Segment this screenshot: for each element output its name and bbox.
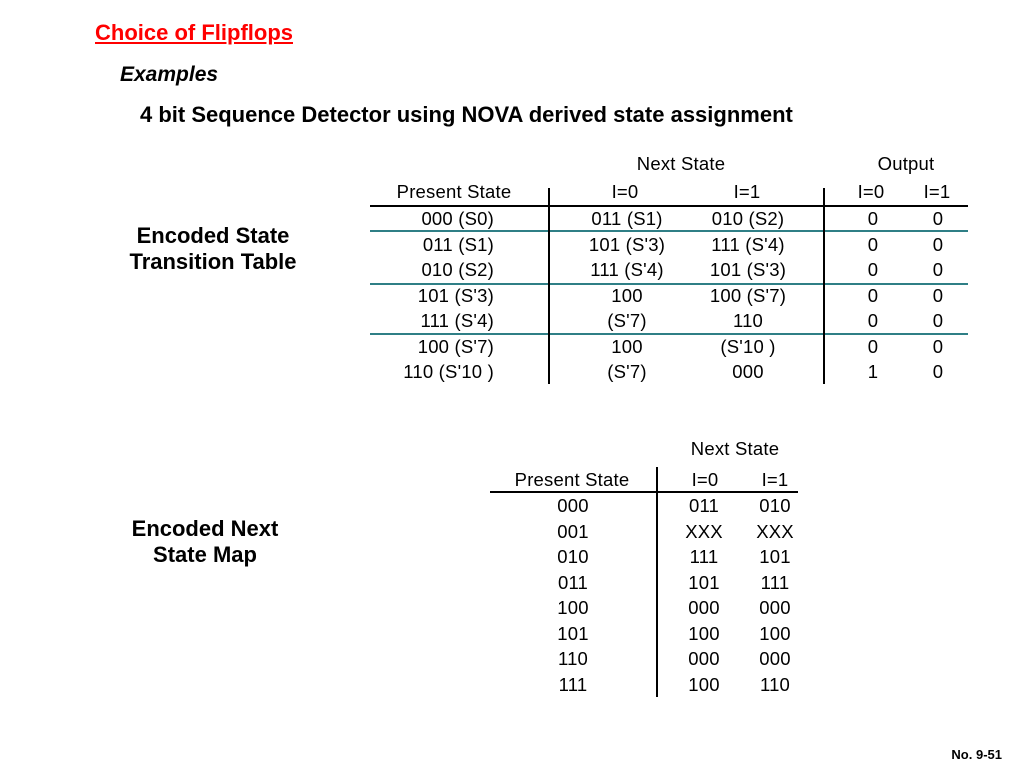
t1-next-state-i1: 110 — [732, 310, 764, 331]
t1-col-out-i0: I=0 — [857, 181, 885, 202]
t2-next-state-i0: XXX — [685, 521, 723, 542]
t1-output-i0: 0 — [867, 285, 879, 306]
t1-output-i1: 0 — [932, 259, 944, 280]
t2-present-state: 011 — [557, 572, 589, 593]
t1-output-i0: 0 — [867, 208, 879, 229]
t2-present-state: 000 — [557, 495, 589, 516]
t1-col-next-i1: I=1 — [733, 181, 761, 202]
t1-present-state: 111 (S'4) — [420, 310, 494, 331]
slide-subtitle: Examples — [120, 63, 219, 86]
t1-output-i0: 0 — [867, 234, 879, 255]
t1-next-state-i0: 111 (S'4) — [590, 259, 664, 280]
t1-vertical-rule-1 — [548, 188, 550, 384]
t2-next-state-i1: XXX — [756, 521, 794, 542]
t2-next-state-i1: 110 — [759, 674, 791, 695]
t1-header-next-state: Next State — [636, 153, 726, 174]
t1-next-state-i0: 100 — [611, 285, 643, 306]
t2-present-state: 110 — [557, 648, 589, 669]
t2-col-next-i0: I=0 — [691, 469, 719, 490]
t1-teal-divider-1 — [370, 230, 968, 232]
t1-present-state: 010 (S2) — [421, 259, 494, 280]
t1-next-state-i1: 010 (S2) — [711, 208, 785, 229]
slide-heading: 4 bit Sequence Detector using NOVA derived state assignment — [140, 102, 793, 127]
t2-present-state: 100 — [557, 597, 589, 618]
t2-next-state-i1: 101 — [759, 546, 791, 567]
t1-output-i1: 0 — [932, 310, 944, 331]
t1-header-output: Output — [877, 153, 935, 174]
transition-table-label — [108, 223, 318, 275]
t2-next-state-i0: 100 — [688, 674, 720, 695]
t1-next-state-i1: (S'10 ) — [720, 336, 776, 357]
t1-present-state: 110 (S'10 ) — [403, 361, 494, 382]
t2-present-state: 111 — [558, 674, 588, 695]
t2-present-state: 010 — [557, 546, 589, 567]
t1-output-i0: 0 — [867, 259, 879, 280]
t1-output-i1: 0 — [932, 285, 944, 306]
t1-output-i1: 0 — [932, 336, 944, 357]
t1-col-present-state: Present State — [396, 181, 512, 202]
t1-next-state-i1: 100 (S'7) — [709, 285, 787, 306]
t2-next-state-i0: 111 — [689, 546, 719, 567]
t2-next-state-i1: 100 — [759, 623, 791, 644]
t1-next-state-i1: 000 — [732, 361, 764, 382]
t1-next-state-i0: (S'7) — [607, 361, 647, 382]
t1-output-i1: 0 — [932, 208, 944, 229]
t2-header-next-state: Next State — [690, 438, 780, 459]
t2-next-state-i0: 100 — [688, 623, 720, 644]
t1-next-state-i0: 011 (S1) — [591, 208, 663, 229]
t1-output-i1: 0 — [932, 361, 944, 382]
next-state-map-label-line2: State Map — [153, 542, 257, 567]
t1-present-state: 100 (S'7) — [417, 336, 494, 357]
t1-next-state-i0: (S'7) — [607, 310, 647, 331]
transition-table-label-line1: Encoded State — [136, 223, 290, 248]
slide-number: No. 9-51 — [951, 747, 1002, 762]
t1-output-i0: 1 — [867, 361, 879, 382]
t2-col-present-state: Present State — [514, 469, 630, 490]
next-state-map-label — [100, 516, 310, 568]
t2-next-state-i1: 010 — [759, 495, 791, 516]
t2-next-state-i1: 000 — [759, 648, 791, 669]
t2-header-rule — [490, 491, 798, 493]
t1-present-state: 000 (S0) — [421, 208, 494, 229]
t1-output-i0: 0 — [867, 310, 879, 331]
t1-next-state-i0: 101 (S'3) — [588, 234, 666, 255]
t2-next-state-i0: 101 — [688, 572, 720, 593]
t1-next-state-i0: 100 — [611, 336, 643, 357]
t1-next-state-i1: 101 (S'3) — [709, 259, 787, 280]
t2-next-state-i0: 011 — [688, 495, 720, 516]
transition-table-label-line2: Transition Table — [129, 249, 297, 274]
t1-present-state: 011 (S1) — [422, 234, 494, 255]
t1-header-rule — [370, 205, 968, 207]
t1-teal-divider-3 — [370, 333, 968, 335]
t2-present-state: 101 — [557, 623, 589, 644]
t2-next-state-i0: 000 — [688, 648, 720, 669]
t1-present-state: 101 (S'3) — [417, 285, 494, 306]
t1-vertical-rule-2 — [823, 188, 825, 384]
t1-col-next-i0: I=0 — [611, 181, 639, 202]
t2-next-state-i1: 111 — [760, 572, 790, 593]
t1-next-state-i1: 111 (S'4) — [711, 234, 785, 255]
t2-present-state: 001 — [557, 521, 589, 542]
next-state-map-label-line1: Encoded Next — [131, 516, 279, 541]
t2-next-state-i1: 000 — [759, 597, 791, 618]
t2-vertical-rule — [656, 467, 658, 697]
t1-output-i0: 0 — [867, 336, 879, 357]
t1-col-out-i1: I=1 — [923, 181, 951, 202]
t2-next-state-i0: 000 — [688, 597, 720, 618]
t1-output-i1: 0 — [932, 234, 944, 255]
slide-title: Choice of Flipflops — [95, 20, 293, 45]
t2-col-next-i1: I=1 — [761, 469, 789, 490]
